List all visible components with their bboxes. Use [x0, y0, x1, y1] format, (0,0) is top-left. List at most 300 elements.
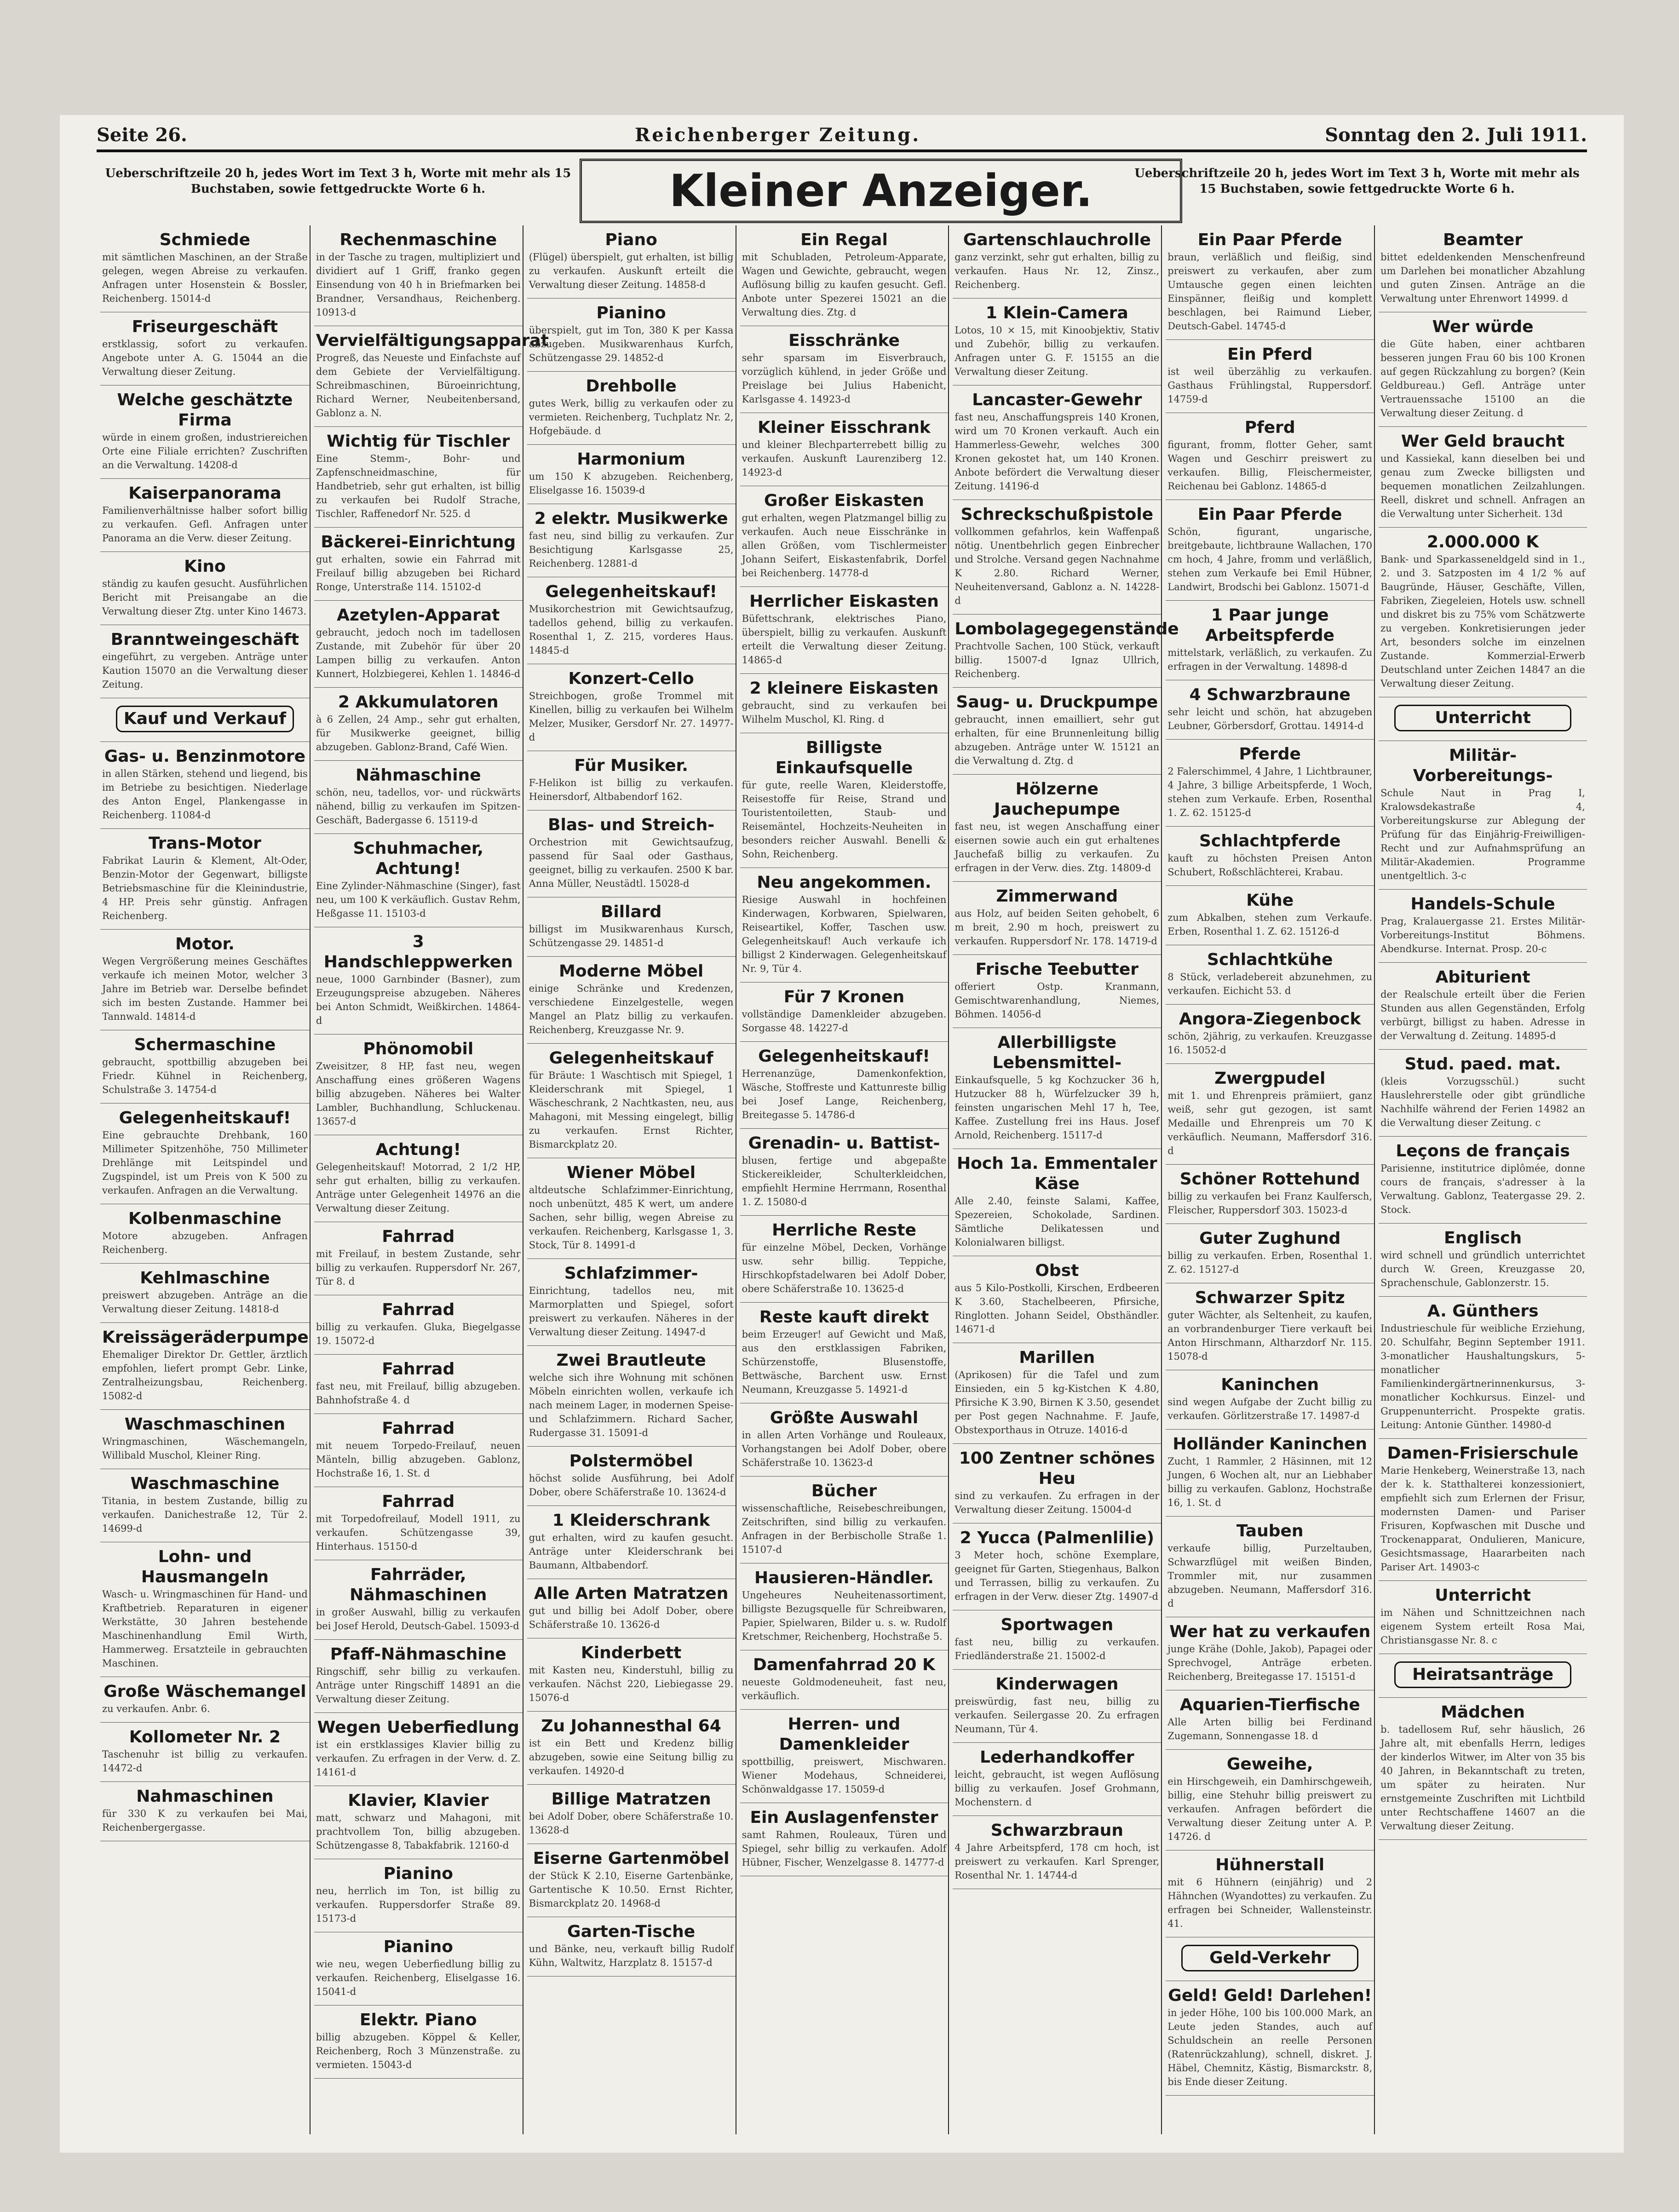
classified-ad: [100, 698, 310, 742]
ad-text: mit 6 Hühnern (einjährig) und 2 Hähnchen (Wyandottes) zu verkaufen. Zu erfragen bei Schneider, Wallensteinstr. 41.: [1167, 1877, 1373, 1929]
ad-heading: Wer würde: [1432, 317, 1534, 336]
classified-ad: [1166, 740, 1374, 827]
ad-heading: Piano: [605, 230, 657, 249]
ad-text: gebraucht, sind zu verkaufen bei Wilhelm Muschol, Kl. Ring. d: [742, 700, 947, 725]
ad-heading: Nähmaschine: [355, 766, 481, 785]
classified-ad: [314, 1640, 523, 1713]
ad-text: bei Adolf Dober, obere Schäferstraße 10. 13628-d: [529, 1811, 734, 1836]
ad-heading: 2.000.000 K: [1427, 533, 1539, 552]
classified-ad: [527, 299, 736, 372]
ad-text: der Realschule erteilt über die Ferien Stunden aus allen Gegenständen, Erfolg verbürgt, billigst zu haben. Adresse in der Verwaltung d. Zeitung. 14895-d: [1380, 989, 1585, 1041]
ad-text: matt, schwarz und Mahagoni, mit prachtvollem Ton, billig abzugeben. Schützengasse 8, Tabakfabrik. 12160-d: [316, 1812, 521, 1851]
classified-ad: [1166, 945, 1374, 1005]
ad-heading: Schwarzer Spitz: [1195, 1288, 1345, 1307]
classified-ad: [314, 688, 523, 761]
classified-ad: [953, 688, 1161, 775]
ad-text: vollkommen gefahrlos, kein Waffenpaß nötig. Unentbehrlich gegen Einbrecher und Strolche. Versand gegen Nachnahme K 2.80. Richard Werner, Neuheitenversand, Gablonz a. N. 14228-d: [954, 526, 1160, 606]
ad-text: (Flügel) überspielt, gut erhalten, ist billig zu verkaufen. Auskunft erteilt die Verwaltung dieser Zeitung. 14858-d: [529, 252, 734, 290]
ad-text: Titania, in bestem Zustande, billig zu verkaufen. Danichestraße 12, Tür 2. 14699-d: [102, 1495, 308, 1534]
classified-ad: [314, 1414, 523, 1487]
ad-text: Wringmaschinen, Wäschemangeln, Willibald Muschol, Kleiner Ring.: [102, 1436, 308, 1461]
ad-text: und Kassiekal, kann dieselben bei und genau zum Zwecke billigsten und bequemen monatlichen Zeilzahlungen. Reell, diskret und schnell. Anfragen an die Verwaltung unter Sicherheit. 13d: [1380, 453, 1585, 519]
ad-heading: Marillen: [1019, 1348, 1095, 1367]
ad-text: billigst im Musikwarenhaus Kursch, Schützengasse 29. 14851-d: [529, 924, 734, 948]
ad-heading: A. Günthers: [1427, 1302, 1539, 1321]
ad-heading: Kollometer Nr. 2: [129, 1728, 281, 1747]
ad-text: altdeutsche Schlafzimmer-Einrichtung, noch unbenützt, 485 K wert, um andere Sachen, sehr billig, wegen Abreise zu verkaufen. Reichenberg, Karlsgasse 1, 3. Stock, Tür 8. 14991-d: [529, 1184, 734, 1251]
ad-column: [97, 225, 310, 2134]
ad-heading: 1 Kleiderschrank: [552, 1511, 710, 1530]
ad-heading: 2 kleinere Eiskasten: [749, 679, 939, 698]
ad-heading: Fahrräder, Nähmaschinen: [350, 1565, 487, 1604]
ad-text: für Bräute: 1 Waschtisch mit Spiegel, 1 Kleiderschrank mit Spiegel, 1 Wäscheschrank, 2 Nachtkasten, neu, aus Mahagoni, mit Messing eingelegt, billig zu verkaufen. Ernst Richter, Bismarckplatz 20.: [529, 1070, 734, 1150]
classified-ad: [314, 601, 523, 688]
ad-heading: Harmonium: [577, 450, 685, 469]
ad-heading: Für Musiker.: [574, 756, 688, 775]
ad-heading: Kaiserpanorama: [128, 484, 282, 503]
classified-ad: [1166, 1064, 1374, 1165]
ad-text: Zweisitzer, 8 HP, fast neu, wegen Anschaffung eines größeren Wagens billig abzugeben. Näheres bei Walter Lambler, Buchhandlung, Schluckenau. 13657-d: [316, 1061, 521, 1127]
classified-ad: [100, 225, 310, 312]
ad-text: preiswert abzugeben. Anträge an die Verwaltung dieser Zeitung. 14818-d: [102, 1290, 308, 1315]
category-heading: Unterricht: [1394, 705, 1571, 731]
ad-text: wissenschaftliche, Reisebeschreibungen, Zeitschriften, sind billig zu verkaufen. Anfragen in der Berbischolle Straße 1. 15107-d: [742, 1503, 947, 1555]
classified-ad: [1379, 890, 1587, 963]
ad-text: in allen Stärken, stehend und liegend, bis im Betriebe zu besichtigen. Niederlage des Anton Engel, Plankengasse in Reichenberg. 11084-d: [102, 768, 308, 821]
classified-ad: [740, 1303, 949, 1403]
classified-ad: [100, 1030, 310, 1103]
ad-heading: Waschmaschine: [130, 1474, 280, 1493]
classified-ad: [527, 897, 736, 957]
ad-heading: Schlachtkühe: [1207, 950, 1333, 969]
ad-text: mit Schubladen, Petroleum-Apparate, Wagen und Gewichte, gebraucht, wegen Auflösung billig zu kaufen gesucht. Gefl. Anbote unter Spezerei 15021 an die Verwaltung dies. Ztg. d: [742, 252, 947, 318]
classified-ad: [1166, 413, 1374, 500]
classified-ad: [740, 1477, 949, 1563]
ad-heading: Frische Teebutter: [975, 960, 1138, 979]
ad-column: [1161, 225, 1374, 2134]
classified-ad: [1166, 827, 1374, 886]
ad-heading: Gelegenheitskauf!: [545, 582, 717, 601]
ad-heading: Schöner Rottehund: [1179, 1170, 1360, 1189]
ad-text: Alle Arten billig bei Ferdinand Zugemann, Sonnengasse 18. d: [1167, 1717, 1373, 1741]
ad-column: [948, 225, 1179, 2134]
classified-ad: [1379, 1297, 1587, 1439]
classified-ad: [953, 1523, 1161, 1610]
ad-text: Gelegenheitskauf! Motorrad, 2 1/2 HP, sehr gut erhalten, billig zu verkaufen. Anträge unter Gelegenheit 14976 an die Verwaltung dieser Zeitung.: [316, 1161, 521, 1214]
classified-ad: [100, 1323, 310, 1410]
ad-text: blusen, fertige und abgepaßte Stickereikleider, Schulterkleidchen, empfiehlt Hermine Herrmann, Rosenthal 1. Z. 15080-d: [742, 1155, 947, 1207]
ad-heading: Stud. paed. mat.: [1404, 1055, 1561, 1074]
ad-heading: Zwei Brautleute: [556, 1351, 706, 1370]
ad-text: Streichbogen, große Trommel mit Kinellen, billig zu verkaufen bei Wilhelm Melzer, Musiker, Gersdorf Nr. 27. 14977-d: [529, 690, 734, 743]
ad-heading: Fahrrad: [382, 1419, 455, 1438]
ad-heading: Tauben: [1236, 1522, 1304, 1540]
classified-ad: [1379, 528, 1587, 697]
classified-ad: [100, 479, 310, 552]
ad-text: neue, 1000 Garnbinder (Basner), zum Erzeugungspreise abzugeben. Näheres bei Anton Schmidt, Weißkirchen. 14864-d: [316, 974, 521, 1026]
classified-ad: [1166, 1617, 1374, 1690]
ad-heading: Schmiede: [159, 230, 251, 249]
classified-ad: [1166, 1005, 1374, 1064]
classified-ad: [527, 1638, 736, 1712]
ad-heading: Konzert-Cello: [568, 669, 694, 688]
ad-text: junge Krähe (Dohle, Jakob), Papagei oder Sprechvogel, Anträge erbeten. Reichenberg, Breitegasse 17. 15151-d: [1167, 1643, 1373, 1682]
classified-ad: [527, 1044, 736, 1158]
classified-ad: [527, 1346, 736, 1447]
classified-ad: [1379, 1137, 1587, 1224]
ad-text: ist weil überzählig zu verkaufen. Gasthaus Frühlingstal, Ruppersdorf. 14759-d: [1167, 366, 1373, 405]
ad-text: 3 Meter hoch, schöne Exemplare, geeignet für Garten, Stiegenhaus, Balkon und Terrassen, billig zu verkaufen. Zu erfragen in der Verw. dieser Ztg. 14907-d: [954, 1550, 1160, 1602]
ad-text: (Aprikosen) für die Tafel und zum Einsieden, ein 5 kg-Kistchen K 4.80, Pfirsiche K 3.90, Birnen K 3.50, gesendet per Post gegen Nachnahme. F. Jaufe, Obstexporthaus in Otruze. 14016-d: [954, 1369, 1160, 1436]
classified-ad: [1166, 1370, 1374, 1430]
classified-ad: [527, 372, 736, 445]
ad-text: Alle 2.40, feinste Salami, Kaffee, Spezereien, Schokolade, Sardinen. Sämtliche Delikatessen und Kolonialwaren billigst.: [954, 1195, 1160, 1248]
classified-ad: [740, 225, 949, 326]
ad-heading: 1 Klein-Camera: [985, 304, 1128, 322]
ad-heading: 3 Handschleppwerken: [323, 932, 513, 971]
ad-text: fast neu, sind billig zu verkaufen. Zur Besichtigung Karlsgasse 25, Reichenberg. 12881-d: [529, 530, 734, 569]
ad-text: 2 Falerschimmel, 4 Jahre, 1 Lichtbrauner, 4 Jahre, 3 billige Arbeitspferde, 1 Woch, stehen zum Verkaufe. Erben, Rosenthal 1. Z. 62. 15125-d: [1167, 766, 1373, 818]
ad-text: und kleiner Blechparterrebett billig zu verkaufen. Auskunft Laurenziberg 12. 14923-d: [742, 439, 947, 478]
ad-heading: Zwergpudel: [1214, 1069, 1326, 1088]
ad-text: die Güte haben, einer achtbaren besseren jungen Frau 60 bis 100 Kronen auf gegen Rückzahlung zu borgen? (Kein Geldbureau.) Gefl. Anträge unter Vertrauenssache 15100 an die Verwaltung dieser Zeitung. d: [1380, 339, 1585, 419]
classified-ad: [527, 1579, 736, 1638]
ad-heading: Gelegenheitskauf!: [758, 1047, 930, 1066]
ad-heading: 2 elektr. Musikwerke: [534, 509, 728, 528]
classified-ad: [314, 1034, 523, 1135]
ad-heading: Herrliche Reste: [772, 1221, 916, 1240]
ad-text: Orchestrion mit Gewichtsaufzug, passend für Saal oder Gasthaus, geeignet, billig zu verkaufen. 2500 K bar. Anna Müller, Neustädtl. 15028-d: [529, 837, 734, 889]
ad-heading: Obst: [1035, 1261, 1079, 1280]
ad-column: [310, 225, 549, 2134]
ad-heading: Ein Paar Pferde: [1197, 230, 1342, 249]
classified-ad: [953, 1743, 1161, 1816]
classified-ad: [527, 445, 736, 504]
page-number: Seite 26.: [97, 124, 187, 146]
ad-heading: Vervielfältigungsapparat: [316, 331, 549, 350]
ad-heading: Leçons de français: [1396, 1142, 1570, 1161]
ad-text: mit 1. und Ehrenpreis prämiiert, ganz weiß, sehr gut gezogen, ist samt Medaille und Ehrenpreis um 70 K verkäuflich. Neumann, Maffersdorf 316. d: [1167, 1090, 1373, 1156]
ad-heading: Friseurgeschäft: [132, 317, 278, 336]
classified-ad: [314, 1295, 523, 1355]
ad-heading: Saug- u. Druckpumpe: [956, 693, 1158, 712]
classified-ad: [100, 930, 310, 1030]
ad-text: Eine gebrauchte Drehbank, 160 Millimeter Spitzenhöhe, 750 Millimeter Drehlänge mit Leitspindel und Zugspindel, ist um Preis von K 500 zu verkaufen. Anfragen an die Verwaltung.: [102, 1130, 308, 1196]
ad-heading: Schermaschine: [134, 1035, 276, 1054]
classified-ad: [314, 1859, 523, 1932]
ad-text: gutes Werk, billig zu verkaufen oder zu vermieten. Reichenberg, Tuchplatz Nr. 2, Hofgebäude. d: [529, 398, 734, 437]
classified-ad: [100, 1410, 310, 1469]
ad-text: à 6 Zellen, 24 Amp., sehr gut erhalten, für Musikwerke geeignet, billig abzugeben. Gablonz-Brand, Café Wien.: [316, 714, 521, 753]
classified-ad: [953, 1256, 1161, 1343]
ad-heading: Branntweingeschäft: [110, 630, 299, 649]
classified-ad: [1379, 225, 1587, 312]
classified-ad: [100, 1542, 310, 1677]
classified-ad: [100, 1723, 310, 1782]
classified-ad: [1379, 1698, 1587, 1840]
classified-ad: [314, 1487, 523, 1560]
ad-text: Schön, figurant, ungarische, breitgebaute, lichtbraune Wallachen, 170 cm hoch, 4 Jahre, fromm und verläßlich, stehen zum Verkaufe bei Emil Hübner, Landwirt, Brodschi bei Gablonz. 15071-d: [1167, 526, 1373, 592]
ad-heading: Herren- und Damenkleider: [779, 1715, 909, 1754]
classified-ad: [314, 834, 523, 927]
classified-ad: [527, 1158, 736, 1259]
ad-heading: Schuhmacher, Achtung!: [353, 839, 483, 878]
ad-heading: Elektr. Piano: [359, 2011, 477, 2029]
ad-heading: Rechenmaschine: [339, 230, 497, 249]
classified-ad: [1166, 601, 1374, 680]
classified-ad: [740, 413, 949, 486]
ad-heading: Pferd: [1244, 418, 1295, 437]
classified-ad: [1166, 225, 1374, 340]
ad-heading: Wer hat zu verkaufen: [1169, 1622, 1371, 1641]
classified-ad: [314, 528, 523, 601]
classified-ad: [740, 587, 949, 674]
ad-text: spottbillig, preiswert, Mischwaren. Wiener Modehaus, Schneiderei, Schönwaldgasse 17. 15059-d: [742, 1756, 947, 1795]
classified-ad: [314, 1355, 523, 1414]
ad-text: fast neu, Anschaffungspreis 140 Kronen, wird um 70 Kronen verkauft. Auch ein Hammerless-Gewehr, welches 300 Kronen gekostet hat, um 140 Kronen. Anbote befördert die Verwaltung dieser Zeitung. 14196-d: [954, 412, 1160, 492]
ad-heading: Handels-Schule: [1410, 895, 1555, 914]
ad-heading: Zimmerwand: [996, 887, 1118, 906]
ad-text: aus 5 Kilo-Postkolli, Kirschen, Erdbeeren K 3.60, Stachelbeeren, Pfirsiche, Ringlotten. Johann Seidel, Obsthändler. 14671-d: [954, 1282, 1160, 1335]
ad-heading: Klavier, Klavier: [348, 1791, 489, 1810]
ad-heading: 1 Paar junge Arbeitspferde: [1205, 606, 1334, 645]
classified-ad: [527, 751, 736, 810]
classified-ad: [100, 312, 310, 385]
ad-text: Musikorchestrion mit Gewichtsaufzug, tadellos gehend, billig zu verkaufen. Rosenthal 1, Z. 215, vorderes Haus. 14845-d: [529, 603, 734, 656]
ad-text: aus Holz, auf beiden Seiten gehobelt, 6 m breit, 2.90 m hoch, preiswert zu verkaufen. Ruppersdorf Nr. 178. 14719-d: [954, 908, 1160, 947]
ad-column: [736, 225, 949, 2134]
ad-text: guter Wächter, als Seltenheit, zu kaufen, an vorbrandenburger Tiere verkauft bei Anton Hirschmann, Altharzdorf Nr. 115. 15078-d: [1167, 1310, 1373, 1362]
classified-ad: [740, 486, 949, 587]
classified-ad: [1379, 1439, 1587, 1581]
classified-ad: [314, 225, 523, 326]
ad-heading: Bücher: [811, 1482, 877, 1500]
ad-heading: Herrlicher Eiskasten: [749, 592, 939, 611]
classified-ad: [527, 1917, 736, 1976]
ad-heading: Fahrrad: [382, 1360, 455, 1379]
ad-text: sehr leicht und schön, hat abzugeben Leubner, Görbersdorf, Grottau. 14914-d: [1167, 707, 1373, 731]
ad-text: würde in einem großen, industriereichen Orte eine Filiale errichten? Zuschriften an die Verwaltung. 14208-d: [102, 432, 308, 471]
ad-text: beim Erzeuger! auf Gewicht und Maß, aus den erstklassigen Fabriken, Schürzenstoffe, Blusenstoffe, Bettwäsche, Barchent usw. Ernst Neumann, Kreuzgasse 5. 14921-d: [742, 1329, 947, 1395]
ad-text: offeriert Ostp. Kranmann, Gemischtwarenhandlung, Niemes, Böhmen. 14056-d: [954, 981, 1160, 1020]
ad-text: fast neu, mit Freilauf, billig abzugeben. Bahnhofstraße 4. d: [316, 1381, 521, 1406]
classified-ad: [1379, 963, 1587, 1050]
ad-heading: Reste kauft direkt: [759, 1308, 929, 1327]
classified-ad: [953, 1444, 1161, 1523]
ad-text: Taschenuhr ist billig zu verkaufen. 14472-d: [102, 1749, 308, 1774]
ad-text: und Bänke, neu, verkauft billig Rudolf Kühn, Waltwitz, Harzplatz 8. 15157-d: [529, 1943, 734, 1968]
ad-heading: Billard: [600, 902, 662, 921]
ad-text: gut und billig bei Adolf Dober, obere Schäferstraße 10. 13626-d: [529, 1605, 734, 1630]
classified-ad: [953, 955, 1161, 1028]
ad-heading: Phönomobil: [363, 1040, 474, 1058]
ad-heading: Kühe: [1246, 891, 1294, 910]
classified-ad: [740, 1129, 949, 1216]
classified-ad: [953, 225, 1161, 299]
classified-ad: [953, 882, 1161, 955]
ad-heading: 100 Zentner schönes Heu: [959, 1449, 1155, 1488]
ad-heading: Bäckerei-Einrichtung: [321, 533, 516, 552]
ad-heading: Angora-Ziegenbock: [1179, 1010, 1361, 1028]
ad-heading: Gelegenheitskauf: [549, 1049, 713, 1068]
ad-text: (kleis Vorzugsschül.) sucht Hauslehrerstelle oder gibt gründliche Nachhilfe während der Ferien 14982 an die Verwaltung dieser Zeitung. c: [1380, 1076, 1585, 1128]
ad-heading: Kinderbett: [581, 1643, 682, 1662]
classified-ad: [1379, 1050, 1587, 1137]
ad-heading: Sportwagen: [1000, 1615, 1114, 1634]
ad-heading: Welche geschätzte Firma: [117, 391, 293, 430]
classified-ad: [1379, 1581, 1587, 1654]
ad-heading: Guter Zughund: [1199, 1229, 1341, 1248]
ad-heading: Mädchen: [1441, 1703, 1525, 1722]
ad-heading: 4 Schwarzbraune: [1189, 685, 1351, 704]
classified-ad: [953, 1816, 1161, 1889]
classified-ad: [527, 957, 736, 1044]
ad-text: verkaufe billig, Purzeltauben, Schwarzflügel mit weißen Binden, Trommler mit, nur zusammen abzugeben. Neumann, Maffersdorf 316. d: [1167, 1543, 1373, 1609]
classified-ad: [953, 385, 1161, 500]
ad-text: mit Freilauf, in bestem Zustande, sehr billig zu verkaufen. Ruppersdorf Nr. 267, Tür 8. d: [316, 1248, 521, 1287]
ad-heading: Ein Auslagenfenster: [750, 1808, 938, 1827]
ad-heading: Kinderwagen: [995, 1675, 1119, 1694]
classified-ad: [953, 1670, 1161, 1743]
ad-text: Wasch- u. Wringmaschinen für Hand- und Kraftbetrieb. Reparaturen in eigener Werkstätte, 30 Jahren bestehende Maschinenhandlung Emil Wirth, Hammerweg. Ersatzteile in gebrauchten Maschinen.: [102, 1589, 308, 1669]
ad-text: Parisienne, institutrice diplômée, donne cours de français, s'adresser à la Verwaltung. Gablonz, Teatergasse 29. 2. Stock.: [1380, 1163, 1585, 1215]
ad-heading: Wichtig für Tischler: [327, 432, 510, 451]
classified-ad: [1166, 1283, 1374, 1370]
ad-heading: Schwarzbraun: [990, 1821, 1123, 1840]
ad-heading: Ein Regal: [800, 230, 888, 249]
ad-text: Einkaufsquelle, 5 kg Kochzucker 36 h, Hutzucker 88 h, Würfelzucker 39 h, feinsten ungarischen Mehl 17 h, Tee, Kaffee. Zustellung frei ins Haus. Josef Arnold, Reichenberg. 15117-d: [954, 1074, 1160, 1141]
ad-heading: Wer Geld braucht: [1401, 432, 1565, 451]
ad-text: Marie Henkeberg, Weinerstraße 13, nach der k. k. Statthalterei konzessioniert, empfiehlt sich zum Erlernen der Frisur, modernsten Damen- und Pariser Frisuren, Kopfwaschen mit Dusche und Trockenapparat, Ondulieren, Manicure, Gesichtsmassage, Haararbeiten nach Pariser Art. 14903-c: [1380, 1465, 1585, 1573]
ad-text: zu verkaufen. Anbr. 6.: [102, 1703, 210, 1714]
ad-text: bittet edeldenkenden Menschenfreund um Darlehen bei monatlicher Abzahlung und guten Zinsen. Anträge an die Verwaltung unter Ehrenwort 14999. d: [1380, 252, 1585, 304]
rate-notice-left: Ueberschriftzeile 20 h, jedes Wort im Text 3 h, Worte mit mehr als 15 Buchstaben, sowie fettgedruckte Worte 6 h.: [105, 167, 571, 196]
section-title: Kleiner Anzeiger.: [580, 159, 1182, 223]
ad-heading: Aquarien-Tierfische: [1179, 1695, 1360, 1714]
classified-ad: [314, 1932, 523, 2005]
ad-text: kauft zu höchsten Preisen Anton Schubert, Roßschlächterei, Krabau.: [1167, 853, 1373, 878]
ad-heading: Billigste Einkaufsquelle: [775, 738, 913, 777]
ad-text: fast neu, ist wegen Anschaffung einer eisernen sowie auch ein gut erhaltenes Jauchefaß billig zu verkaufen. Zu erfragen in der Verw. dies. Ztg. 14809-d: [954, 821, 1160, 873]
classified-ad: [953, 1149, 1161, 1256]
ad-heading: Damen-Frisierschule: [1387, 1444, 1579, 1463]
ad-text: der Stück K 2.10, Eiserne Gartenbänke, Gartentische K 10.50. Ernst Richter, Bismarckplatz 20. 14968-d: [529, 1870, 734, 1909]
ad-heading: Zu Johannesthal 64: [541, 1717, 721, 1735]
classified-ad: [100, 385, 310, 479]
classified-ad: [740, 1216, 949, 1303]
ad-text: billig zu verkaufen. Gluka, Biegelgasse 19. 15072-d: [316, 1321, 521, 1346]
ad-text: Motore abzugeben. Anfragen Reichenberg.: [102, 1230, 308, 1255]
ad-heading: Pfaff-Nähmaschine: [330, 1645, 506, 1664]
classified-ad: [527, 810, 736, 897]
ad-heading: Kreissägeräderpumpe: [102, 1328, 309, 1347]
ad-text: Zucht, 1 Rammler, 2 Häsinnen, mit 12 Jungen, 6 Wochen alt, nur an Liebhaber billig zu verkaufen. Gablonz, Hochstraße 16, 1. St. d: [1167, 1456, 1373, 1508]
ad-text: Ehemaliger Direktor Dr. Gettler, ärztlich empfohlen, liefert prompt Gebr. Linke, Zentralheizungsbau, Reichenberg. 15082-d: [102, 1349, 308, 1402]
ad-text: gebraucht, innen emailliert, sehr gut erhalten, für eine Brunnenleitung billig abzugeben. Anträge unter W. 15121 an die Verwaltung d. Ztg. d: [954, 714, 1160, 766]
classified-ad: [953, 299, 1161, 385]
ad-text: Familienverhältnisse halber sofort billig zu verkaufen. Gefl. Anfragen unter Panorama an die Verw. dieser Zeitung.: [102, 505, 308, 544]
classified-ad: [740, 733, 949, 868]
ad-heading: Geld! Geld! Darlehen!: [1168, 1986, 1372, 2005]
ad-heading: Fahrrad: [382, 1492, 455, 1511]
classified-ad: [314, 761, 523, 834]
ad-text: Einrichtung, tadellos neu, mit Marmorplatten und Spiegel, sofort preiswert zu verkaufen. Näheres in der Verwaltung dieser Zeitung. 14947-d: [529, 1285, 734, 1338]
category-heading: Kauf und Verkauf: [116, 706, 294, 732]
ad-heading: Wegen Ueberfiedlung: [317, 1718, 519, 1737]
category-heading: Geld-Verkehr: [1181, 1945, 1358, 1971]
ad-heading: Englisch: [1444, 1229, 1522, 1247]
ad-text: sind wegen Aufgabe der Zucht billig zu verkaufen. Görlitzerstraße 17. 14987-d: [1167, 1396, 1373, 1421]
ad-heading: Grenadin- u. Battist-: [748, 1134, 940, 1153]
ad-heading: Billige Matratzen: [551, 1790, 711, 1809]
ad-heading: Fahrrad: [382, 1300, 455, 1319]
classified-ad: [1166, 886, 1374, 945]
ad-text: einige Schränke und Kredenzen, verschiedene Einzelgestelle, wegen Mangel an Platz billig zu verkaufen. Reichenberg, Kreuzgasse Nr. 9.: [529, 983, 734, 1035]
classified-ad: [953, 775, 1161, 882]
ad-text: gut erhalten, wegen Platzmangel billig zu verkaufen. Auch neue Eisschränke in allen Größen, vom Tischlermeister Johann Seifert, Eiskastenfabrik, Dorfel bei Reichenberg. 14778-d: [742, 512, 947, 579]
ad-text: 4 Jahre Arbeitspferd, 178 cm hoch, ist preiswert zu verkaufen. Karl Sprenger, Rosenthal Nr. 1. 14744-d: [954, 1842, 1160, 1881]
ad-heading: Drehbolle: [586, 377, 677, 396]
ad-text: billig zu verkaufen bei Franz Kaulfersch, Fleischer, Ruppersdorf 303. 15023-d: [1167, 1191, 1373, 1216]
classified-ad: [1379, 1654, 1587, 1698]
newspaper-page: [60, 115, 1624, 2153]
classified-ad: [953, 1610, 1161, 1670]
ad-heading: Kleiner Eisschrank: [758, 418, 931, 437]
ad-heading: Geweihe,: [1226, 1755, 1313, 1774]
ad-text: in großer Auswahl, billig zu verkaufen bei Josef Herold, Deutsch-Gabel. 15093-d: [316, 1607, 521, 1632]
ad-text: gebraucht, jedoch noch im tadellosen Zustande, mit Zubehör für über 20 Lampen billig zu verkaufen. Anton Kunnert, Holzbiegerei, Kehlen 1. 14846-d: [316, 627, 521, 679]
ad-text: überspielt, gut im Ton, 380 K per Kassa abzugeben. Musikwarenhaus Kurfch, Schützengasse 29. 14852-d: [529, 325, 734, 363]
ad-heading: Moderne Möbel: [559, 962, 704, 981]
ad-text: in jeder Höhe, 100 bis 100.000 Mark, an Leute jeden Standes, auch auf Schuldschein an reelle Personen (Ratenrückzahlung), schnell, diskret. J. Häbel, Chemnitz, Kästig, Bismarckstr. 8, bis Ende dieser Zeitung.: [1167, 2007, 1373, 2087]
ad-heading: Große Wäschemangel: [104, 1682, 306, 1701]
ad-text: preiswürdig, fast neu, billig zu verkaufen. Seilergasse 20. Zu erfragen Neumann, Tür 4.: [954, 1696, 1160, 1735]
newspaper-name: Reichenberger Zeitung.: [635, 124, 921, 146]
classified-ad: [314, 1560, 523, 1640]
ad-text: sind zu verkaufen. Zu erfragen in der Verwaltung dieser Zeitung. 15004-d: [954, 1490, 1160, 1515]
ad-text: figurant, fromm, flotter Geher, samt Wagen und Geschirr preiswert zu verkaufen. Billig, Fleischermeister, Reichenau bei Gablonz. 14865-d: [1167, 439, 1373, 492]
ad-heading: Ein Pferd: [1227, 345, 1313, 364]
classified-ad: [527, 1506, 736, 1579]
classified-ad: [1166, 500, 1374, 601]
classified-ad: [314, 1713, 523, 1786]
ad-text: Bank- und Sparkasseneldgeld sind in 1., 2. und 3. Satzposten im 4 1/2 % auf Baugründe, Häuser, Geschäfte, Villen, Fabriken, Ziegeleien, Hotels usw. schnell und diskret bis zu 75% vom Schätzwerte zu vergeben. Konkretisierungen jeder Art, besonders solche im einzelnen Zustande. Kommerzial-Erwerb Deutschland unter Zeichen 14847 an die Verwaltung dieser Zeitung.: [1380, 554, 1585, 689]
classified-ad: [1379, 427, 1587, 528]
classified-ad: [1166, 1850, 1374, 1937]
ad-text: sehr sparsam im Eisverbrauch, vorzüglich kühlend, in jeder Größe und Preislage bei Julius Habenicht, Karlsgasse 4. 14923-d: [742, 352, 947, 405]
ad-heading: Motor.: [175, 935, 235, 954]
ad-heading: Kolbenmaschine: [128, 1209, 282, 1228]
ad-heading: Trans-Motor: [148, 834, 261, 853]
ad-text: Eine Zylinder-Nähmaschine (Singer), fast neu, um 100 K verkäuflich. Gustav Rehm, Heßgasse 11. 15103-d: [316, 880, 521, 919]
ad-text: braun, verläßlich und fleißig, sind preiswert zu verkaufen, aber zum Umtausche gegen einen leichten Einspänner, fleißig und komplett beschlagen, bei Raimund Lieber, Deutsch-Gabel. 14745-d: [1167, 252, 1373, 332]
classified-ad: [100, 1469, 310, 1542]
classified-ad: [740, 1042, 949, 1129]
ad-column: [1374, 225, 1587, 2134]
ad-text: erstklassig, sofort zu verkaufen. Angebote unter A. G. 15044 an die Verwaltung dieser Zeitung.: [102, 339, 308, 377]
ad-text: F-Helikon ist billig zu verkaufen. Heinersdorf, Altbabendorf 162.: [529, 777, 734, 802]
ad-heading: Hausieren-Händler.: [754, 1569, 934, 1587]
ad-heading: Größte Auswahl: [770, 1408, 919, 1427]
classified-ad: [953, 615, 1179, 688]
ad-heading: Allerbilligste Lebensmittel-: [992, 1033, 1122, 1072]
ad-text: mit Torpedofreilauf, Modell 1911, zu verkaufen. Schützengasse 39, Hinterhaus. 15150-d: [316, 1513, 521, 1552]
ad-heading: Lancaster-Gewehr: [972, 391, 1142, 409]
ad-heading: Beamter: [1443, 230, 1523, 249]
ad-text: Prag, Kralauergasse 21. Erstes Militär-Vorbereitungs-Institut Böhmens. Abendkurse. Internat. Prosp. 20-c: [1380, 916, 1585, 954]
ad-text: um 150 K abzugeben. Reichenberg, Eliselgasse 16. 15039-d: [529, 471, 734, 496]
classified-ad: [953, 500, 1161, 615]
